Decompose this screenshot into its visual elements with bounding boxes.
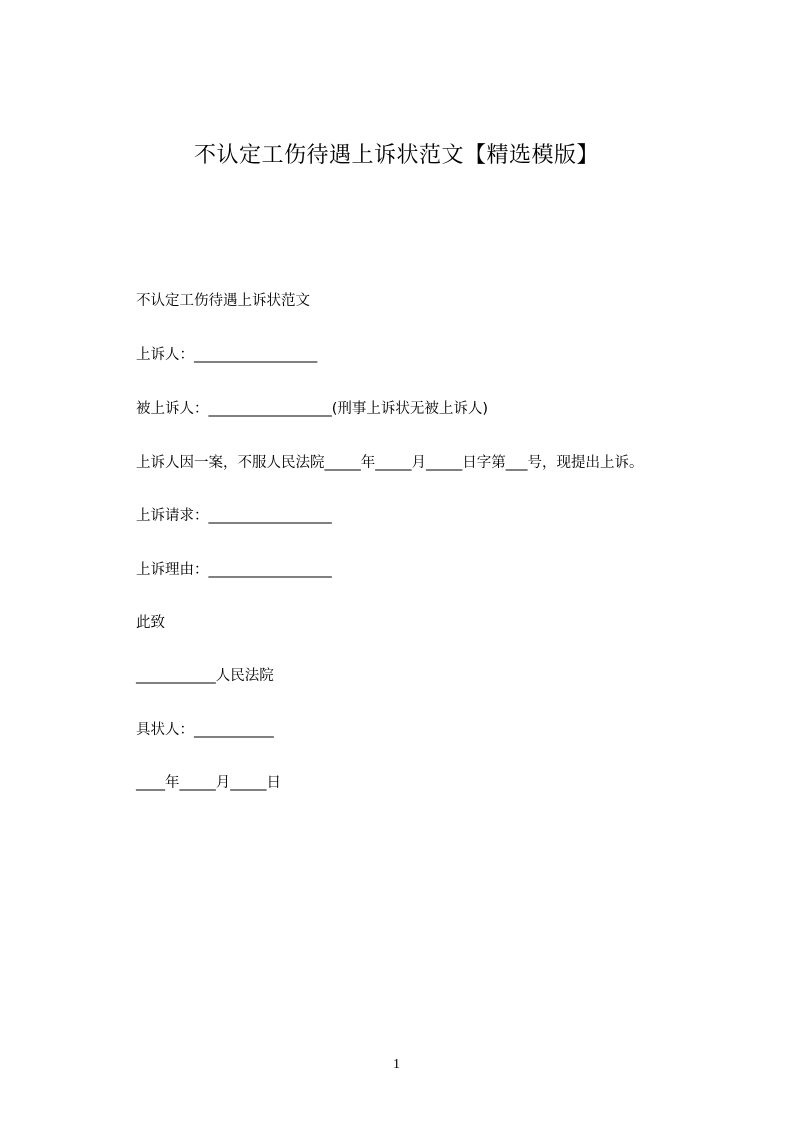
appellee-line: 被上诉人：_________________(刑事上诉状无被上诉人) — [136, 401, 489, 417]
signatory-line: 具状人：___________ — [136, 722, 274, 738]
case-statement-line: 上诉人因一案，不服人民法院_____年_____月_____日字第___号，现提出上诉。 — [136, 455, 644, 471]
appeal-request-line: 上诉请求：_________________ — [136, 508, 332, 524]
subtitle-line: 不认定工伤待遇上诉状范文 — [136, 293, 310, 309]
court-line: ___________人民法院 — [136, 668, 274, 684]
page-number: 1 — [393, 1057, 400, 1072]
page-title: 不认定工伤待遇上诉状范文【精选模版】 — [193, 143, 599, 168]
date-line: ____年_____月_____日 — [136, 775, 281, 791]
salutation-line: 此致 — [136, 615, 165, 631]
appellant-line: 上诉人：_________________ — [136, 347, 318, 363]
appeal-reason-line: 上诉理由：_________________ — [136, 562, 332, 578]
